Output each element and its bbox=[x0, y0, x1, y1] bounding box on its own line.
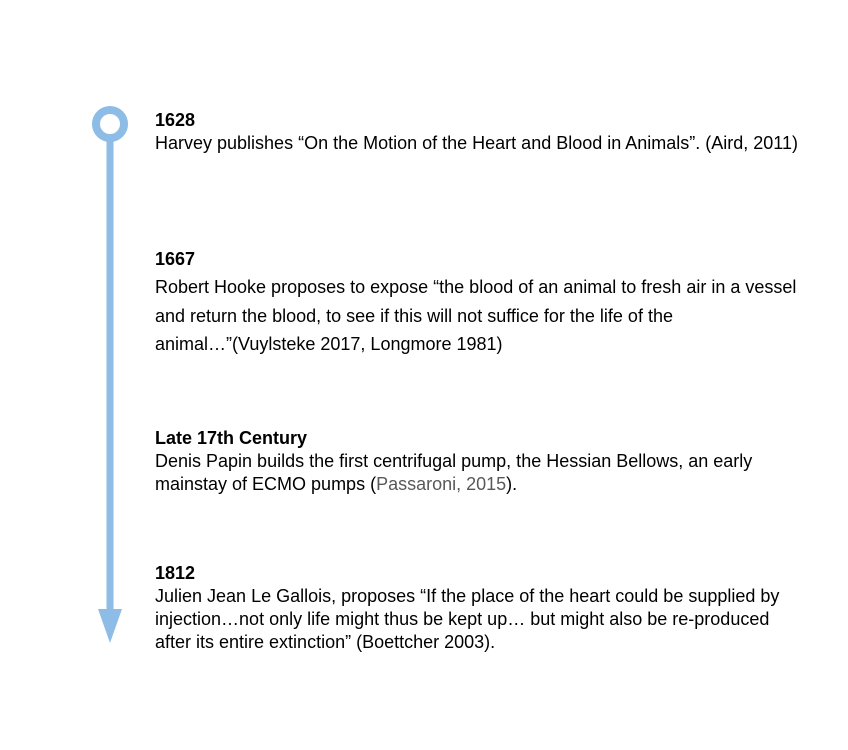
timeline-entry-1667 bbox=[155, 248, 805, 359]
timeline-entry-late-17th-century bbox=[155, 427, 805, 496]
entry-citation: Passaroni, 2015 bbox=[376, 474, 507, 494]
timeline-arrowhead-icon bbox=[98, 609, 122, 643]
timeline-entry-1812 bbox=[155, 562, 805, 654]
entry-text-end: ). bbox=[506, 474, 518, 494]
entry-text: Julien Jean Le Gallois, proposes “If the place of the heart could be supplied by injection…not only life might thus be kept up… but might also be re-produced after its entire extinction” (Boettcher 2003). bbox=[155, 586, 780, 652]
entry-date: 1667 bbox=[155, 249, 196, 269]
entry-date: 1628 bbox=[155, 110, 196, 130]
entry-text: Harvey publishes “On the Motion of the Heart and Blood in Animals”. (Aird, 2011) bbox=[155, 133, 798, 153]
entry-date: 1812 bbox=[155, 563, 196, 583]
timeline-start-marker bbox=[96, 110, 124, 138]
timeline-entry-1628 bbox=[155, 109, 805, 155]
entry-text: Robert Hooke proposes to expose “the blood of an animal to fresh air in a vessel and return the blood, to see if this will not suffice for the life of the animal…”(Vuylsteke 2017, Longmore 1981) bbox=[155, 277, 797, 354]
entry-date: Late 17th Century bbox=[155, 428, 308, 448]
entry-text-body: Denis Papin builds the first centrifugal pump, the Hessian Bellows, an early mainstay of ECMO pumps ( bbox=[155, 451, 753, 494]
entry-text bbox=[155, 450, 805, 496]
